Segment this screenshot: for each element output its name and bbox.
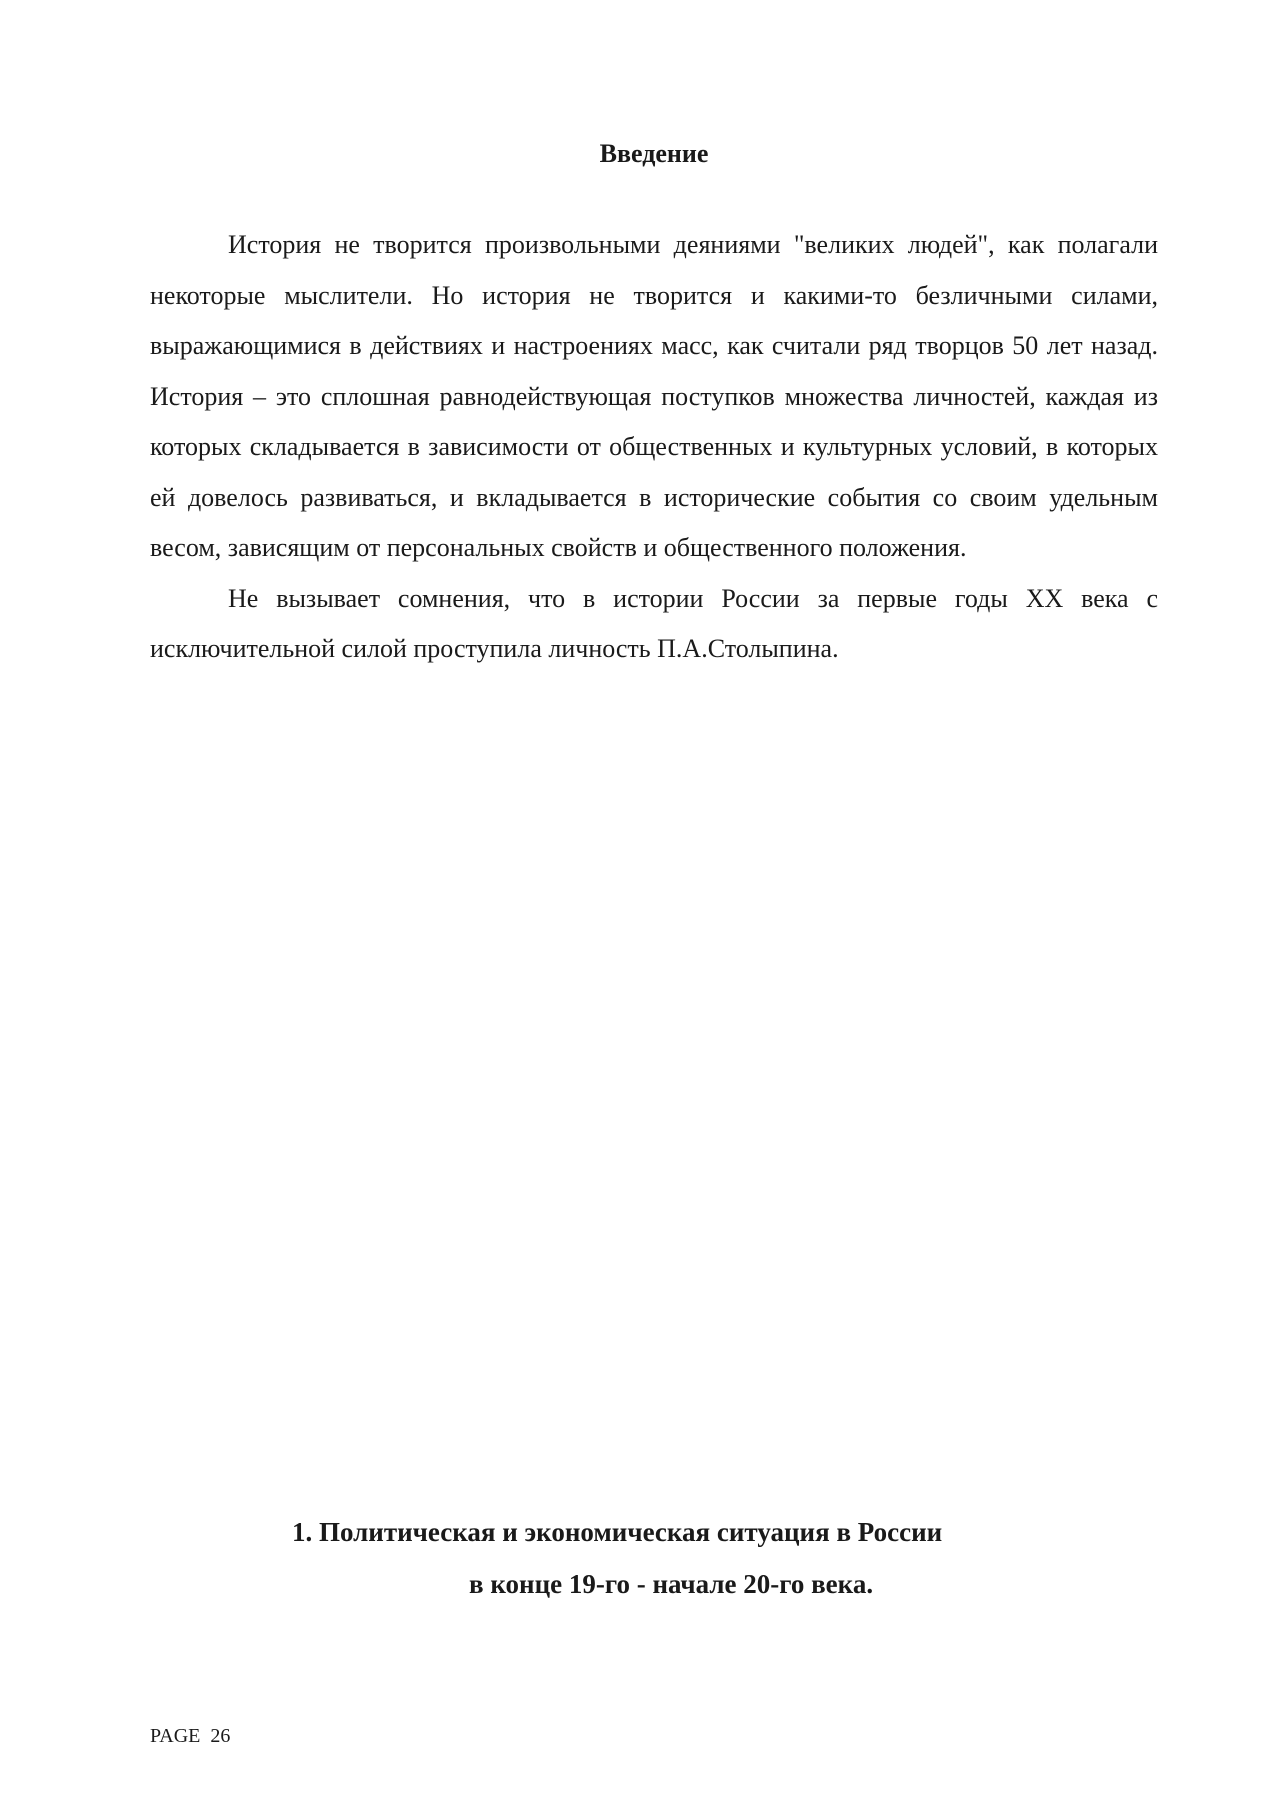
page-footer [150,1722,230,1750]
intro-title: Введение [599,139,709,168]
intro-paragraph-1: История не творится произвольными деяниями "великих людей", как полагали некоторые мыслители. Но история не творится и какими-то безличными силами, выражающимися в действиях и настроениях масс, как считали ряд творцов 50 лет назад. История – это сплошная равнодействующая поступков множества личностей, каждая из которых складывается в зависимости от общественных и культурных условий, в которых ей довелось развиваться, и вкладывается в исторические события со своим удельным весом, зависящим от персональных свойств и общественного положения. [150,230,1158,562]
section-heading-line-1: 1. Политическая и экономическая ситуация в России [292,1517,943,1547]
section-heading-line-2: в конце 19-го - начале 20-го века. [469,1569,874,1599]
page-number: 26 [210,1725,231,1747]
intro-paragraph-1-block [150,220,1158,675]
page-label: PAGE [150,1725,201,1747]
intro-paragraph-2: Не вызывает сомнения, что в истории России за первые годы XX века с исключительной силой проступила личность П.А.Столыпина. [150,583,1158,663]
section-heading [0,1506,1280,1610]
